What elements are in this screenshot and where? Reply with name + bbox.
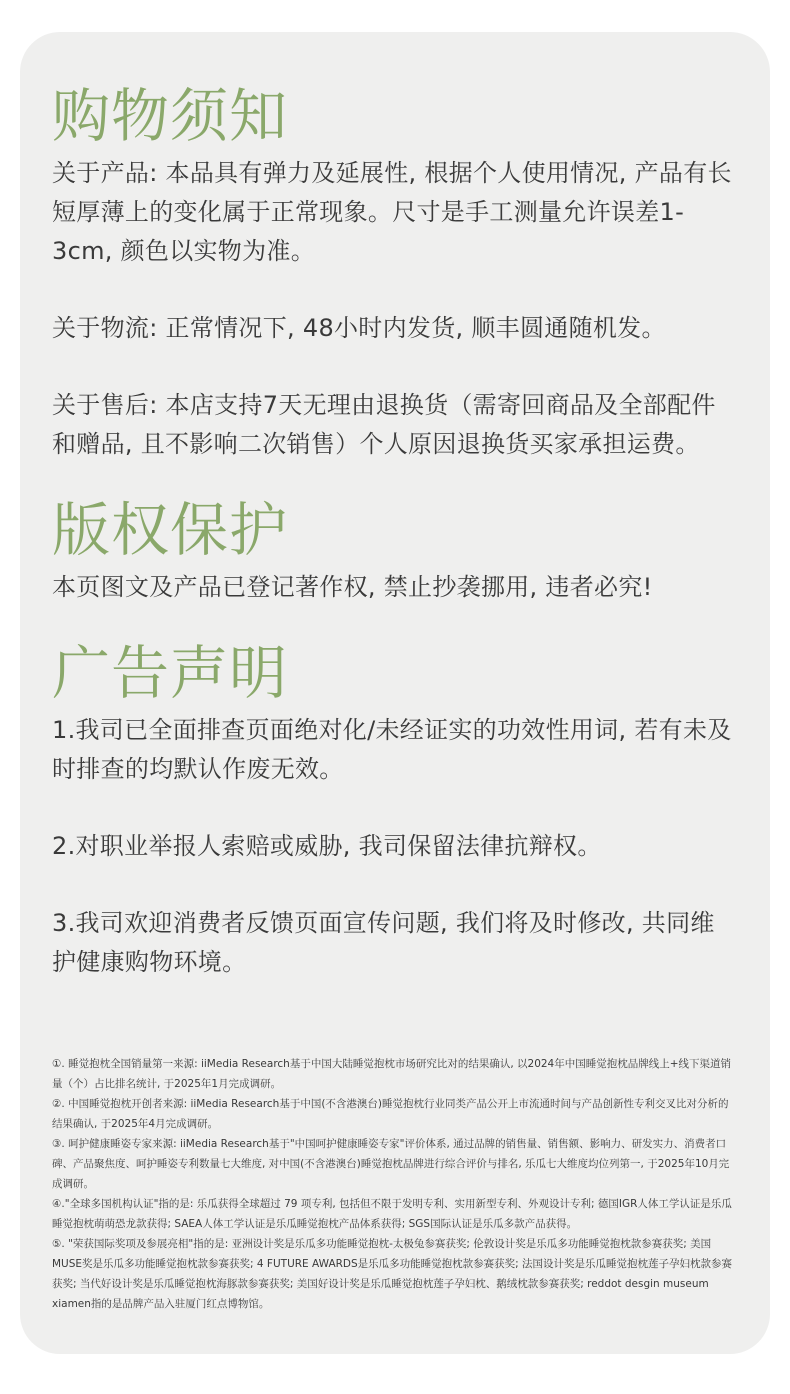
footnote-4: ④."全球多国机构认证"指的是: 乐瓜获得全球超过 79 项专利, 包括但不限于发明专利、实用新型专利、外观设计专利; 德国IGR人体工学认证是乐瓜睡觉抱枕萌萌恐龙款获得; SAEA人体工学认证是乐瓜睡觉抱枕产品体系获得; SGS国际认证是乐瓜多款产品获得。 [52, 1198, 732, 1230]
ad-statement-2: 2.对职业举报人索赔或威胁, 我司保留法律抗辩权。 [52, 832, 602, 860]
footnote-2: ②. 中国睡觉抱枕开创者来源: iiMedia Research基于中国(不含港澳台)睡觉抱枕行业同类产品公开上市流通时间与产品创新性专利交叉比对分析的结果确认, 于2025年4月完成调研。 [52, 1098, 729, 1130]
footnote-5: ⑤. "荣获国际奖项及参展亮相"指的是: 亚洲设计奖是乐瓜多功能睡觉抱枕-太极兔参赛获奖; 伦敦设计奖是乐瓜多功能睡觉抱枕款参赛获奖; 美国MUSE奖是乐瓜多功能睡觉抱枕款参赛获奖; 4 FUTURE AWARDS是乐瓜多功能睡觉抱枕款参赛获奖; 法国设计奖是乐瓜睡觉抱枕莲子孕妇枕款参赛获奖; 当代好设计奖是乐瓜睡觉抱枕海豚款参赛获奖; 美国好设计奖是乐瓜睡觉抱枕莲子孕妇枕、鹅绒枕款参赛获奖; reddot desgin museum xiamen指的是品牌产品入驻厦门红点博物馆。 [52, 1238, 733, 1310]
ad-statement-3: 3.我司欢迎消费者反馈页面宣传问题, 我们将及时修改, 共同维护健康购物环境。 [52, 909, 715, 976]
footnote-3: ③. 呵护健康睡姿专家来源: iiMedia Research基于"中国呵护健康睡姿专家"评价体系, 通过品牌的销售量、销售额、影响力、研发实力、消费者口碑、产品聚焦度、呵护睡姿专利数量七大维度, 对中国(不含港澳台)睡觉抱枕品牌进行综合评价与排名, 乐瓜七大维度均位列第一, 于2025年10月完成调研。 [52, 1138, 730, 1190]
ad-statement-1: 1.我司已全面排查页面绝对化/未经证实的功效性用词, 若有未及时排查的均默认作废无效。 [52, 716, 732, 783]
logistics-notice: 关于物流: 正常情况下, 48小时内发货, 顺丰圆通随机发。 [52, 314, 666, 342]
footnote-1: ①. 睡觉抱枕全国销量第一来源: iiMedia Research基于中国大陆睡觉抱枕市场研究比对的结果确认, 以2024年中国睡觉抱枕品牌线上+线下渠道销量（个）占比排名统计, 于2025年1月完成调研。 [52, 1058, 732, 1090]
footnotes [52, 1054, 738, 1314]
section-title-copyright: 版权保护 [52, 496, 289, 564]
content-card [20, 32, 770, 1354]
section-title-ad-statement: 广告声明 [52, 639, 289, 707]
after-sales-notice: 关于售后: 本店支持7天无理由退换货（需寄回商品及全部配件和赠品, 且不影响二次销售）个人原因退换货买家承担运费。 [52, 391, 716, 458]
copyright-statement: 本页图文及产品已登记著作权, 禁止抄袭挪用, 违者必究! [52, 573, 653, 601]
product-notice: 关于产品: 本品具有弹力及延展性, 根据个人使用情况, 产品有长短厚薄上的变化属于正常现象。尺寸是手工测量允许误差1-3cm, 颜色以实物为准。 [52, 159, 732, 265]
section-title-shopping-notice: 购物须知 [52, 82, 289, 150]
